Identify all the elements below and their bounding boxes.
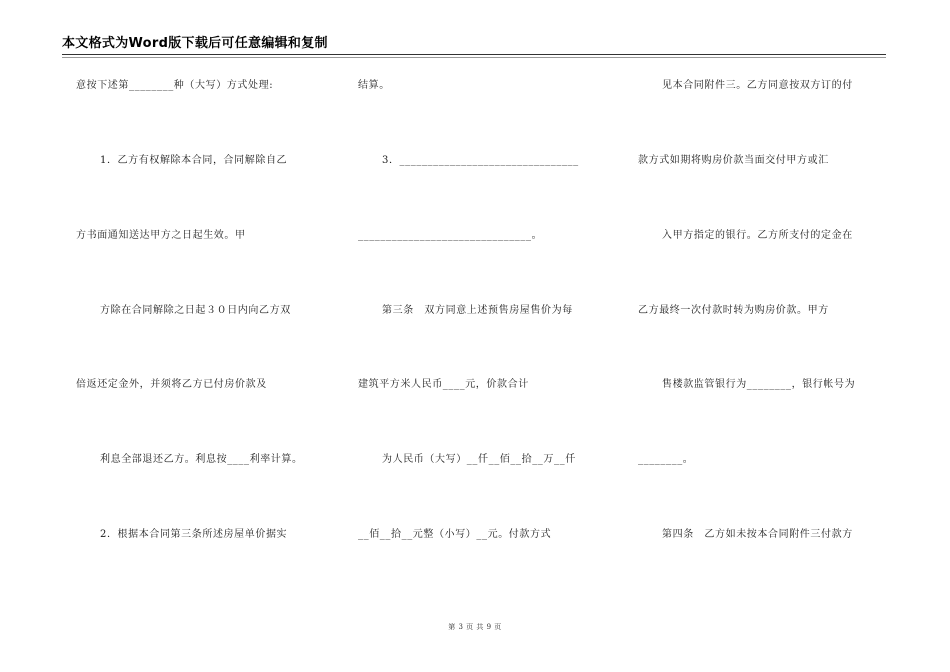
text-line: 入甲方指定的银行。乙方所支付的定金在 [662,230,853,241]
text-line: 3．________________________________ [382,155,579,166]
text-line: 乙方最终一次付款时转为购房价款。甲方 [638,305,829,316]
text-line: 方书面通知送达甲方之日起生效。甲 [76,230,246,241]
text-line: 结算。 [358,80,390,91]
text-line: 建筑平方米人民币____元，价款合计 [358,379,529,390]
text-line: 第四条 乙方如未按本合同附件三付款方 [662,529,853,540]
text-line: 利息全部退还乙方。利息按____利率计算。 [100,454,303,465]
page-number: 第 3 页 共 9 页 [448,623,502,631]
text-line: 款方式如期将购房价款当面交付甲方或汇 [638,155,829,166]
text-line: 见本合同附件三。乙方同意按双方订的付 [662,80,853,91]
header-title: 本文格式为Word版下载后可任意编辑和复制 [62,36,328,51]
text-column-2 [358,0,608,672]
text-line: 意按下述第________种（大写）方式处理: [76,80,274,91]
text-line: 方除在合同解除之日起３０日内向乙方双 [100,305,291,316]
text-line: 2．根据本合同第三条所述房屋单价据实 [100,529,288,540]
text-column-1 [76,0,326,672]
text-column-3 [638,0,888,672]
text-line: 1．乙方有权解除本合同，合同解除自乙 [100,155,288,166]
text-line: 第三条 双方同意上述预售房屋售价为每 [382,305,573,316]
text-line: ________。 [638,454,694,465]
text-line: 为人民币（大写）__仟__佰__拾__万__仟 [382,454,576,465]
text-line: _______________________________。 [358,230,543,241]
text-line: 倍返还定金外，并须将乙方已付房价款及 [76,379,267,390]
text-line: __佰__拾__元整（小写）__元。付款方式 [358,529,552,540]
text-line: 售楼款监管银行为________，银行帐号为 [662,379,856,390]
